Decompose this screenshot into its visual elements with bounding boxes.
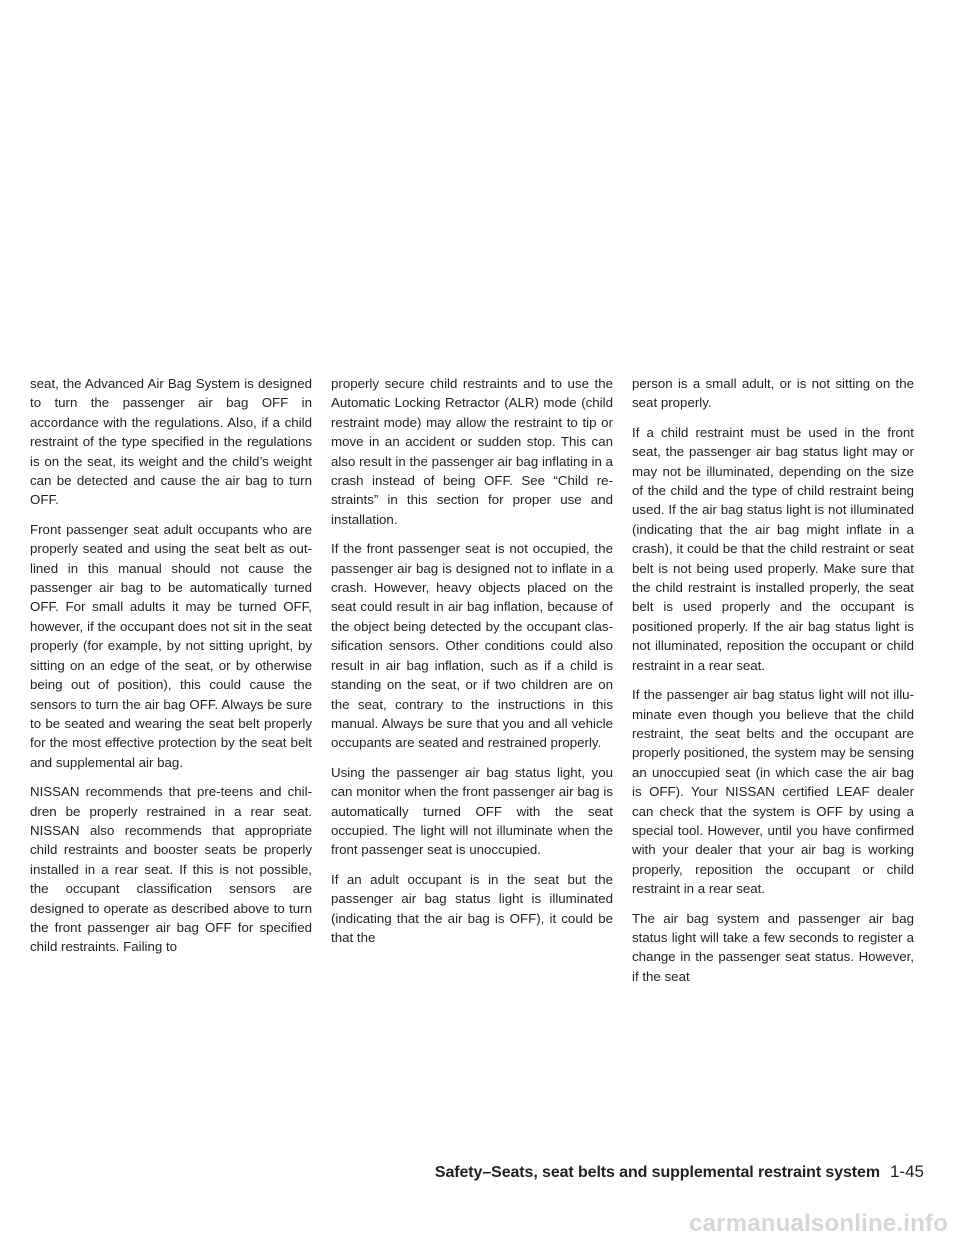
- paragraph: NISSAN recommends that pre-teens and children be properly restrained in a rear seat. NISSAN also recommends that appropriate child restraints and booster seats be properly installed in a rear seat. If this is not possible, the occupant classification sensors are designed to operate as described above to turn the front passenger air bag OFF for specified child restraints. Failing to: [30, 784, 312, 955]
- paragraph: seat, the Advanced Air Bag System is designed to turn the passenger air bag OFF in accordance with the regulations. Also, if a child restraint of the type specified in the regulations is on the seat, its weight and the child’s weight can be detected and cause the air bag to turn OFF.: [30, 376, 312, 508]
- paragraph: If the front passenger seat is not occupied, the passenger air bag is designed not to inflate in a crash. However, heavy objects placed on the seat could result in air bag inflation, because of the object being detected by the occupant classification sensors. Other conditions could also result in air bag inflation, such as if a child is standing on the seat, or if two children are on the seat, contrary to the instructions in this manual. Always be sure that you and all vehicle occupants are seated and restrained properly.: [331, 541, 613, 751]
- page-number: 1-45: [889, 1162, 924, 1181]
- text-column-1: [30, 374, 312, 967]
- paragraph: Front passenger seat adult occupants who are properly seated and using the seat belt as outlined in this manual should not cause the passenger air bag to be automatically turned OFF. For small adults it may be turned OFF, however, if the occupant does not sit in the seat properly (for example, by not sitting upright, by sitting on an edge of the seat, or by otherwise being out of position), this could cause the sensors to turn the air bag OFF. Always be sure to be seated and wearing the seat belt properly for the most effective protection by the seat belt and supplemental air bag.: [30, 521, 312, 770]
- paragraph: Using the passenger air bag status light, you can monitor when the front passenger air bag is automatically turned OFF with the seat occupied. The light will not illuminate when the front passenger seat is unoccupied.: [331, 764, 613, 858]
- page-footer: [435, 1162, 924, 1182]
- body-text: [30, 374, 930, 1204]
- paragraph: The air bag system and passenger air bag status light will take a few seconds to register a change in the passenger seat status. However, if the seat: [632, 910, 914, 984]
- paragraph: If a child restraint must be used in the front seat, the passenger air bag status light may or may not be illuminated, depending on the size of the child and the type of child restraint being used. If the air bag status light is not illuminated (indicating that the air bag might inflate in a crash), it could be that the child restraint or seat belt is not being used properly. Make sure that the child restraint is installed properly, the seat belt is used properly and the occupant is positioned properly. If the air bag status light is not illuminated, reposition the occupant or child restraint in a rear seat.: [632, 424, 914, 673]
- section-title: Safety–Seats, seat belts and supplemental restraint system: [434, 1164, 880, 1181]
- paragraph: If an adult occupant is in the seat but the passenger air bag status light is illuminated (indicating that the air bag is OFF), it could be that the: [331, 871, 613, 945]
- text-column-3: [632, 374, 914, 996]
- paragraph: properly secure child restraints and to use the Automatic Locking Retractor (ALR) mode (child restraint mode) may allow the restraint to tip or move in an accident or sudden stop. This can also result in the passenger air bag inflating in a crash instead of being OFF. See “Child restraints” in this section for proper use and installation.: [331, 376, 613, 527]
- paragraph: If the passenger air bag status light will not illuminate even though you believe that the child restraint, the seat belts and the occupant are properly positioned, the system may be sensing an unoccupied seat (in which case the air bag is OFF). Your NISSAN certified LEAF dealer can check that the system is OFF by using a special tool. However, until you have confirmed with your dealer that your air bag is working properly, reposition the occupant or child restraint in a rear seat.: [632, 687, 914, 897]
- text-column-2: [331, 374, 613, 957]
- paragraph: person is a small adult, or is not sitting on the seat properly.: [632, 376, 914, 411]
- watermark: carmanualsonline.info: [689, 1210, 948, 1237]
